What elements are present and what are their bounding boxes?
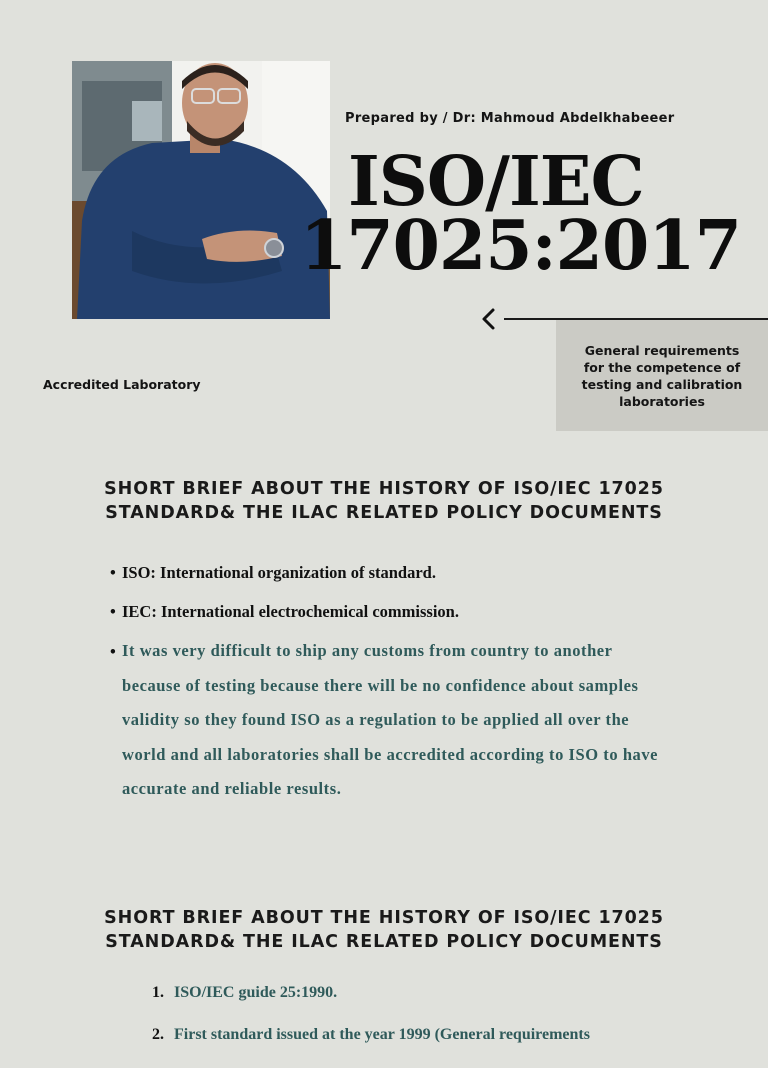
list-item [152, 1026, 590, 1044]
title-line-2: 17025:2017 [300, 206, 741, 286]
section-heading-2-line-2: STANDARD& THE ILAC RELATED POLICY DOCUMENTS [105, 932, 663, 952]
author-photo [72, 61, 330, 319]
document-title [300, 142, 741, 286]
item-text: ISO/IEC guide 25:1990. [174, 984, 338, 1001]
bullet-text: ISO: International organization of standard. [122, 563, 436, 582]
list-item [110, 602, 459, 622]
section-heading-1 [0, 477, 768, 525]
bullet-text: IEC: International electrochemical commission. [122, 602, 459, 621]
chevron-left-icon [478, 306, 500, 332]
prepared-by: Prepared by / Dr: Mahmoud Abdelkhabeeer [345, 111, 675, 126]
section-heading-1-line-1: SHORT BRIEF ABOUT THE HISTORY OF ISO/IEC 17025 [104, 479, 664, 499]
bullet-marker: • [110, 602, 116, 621]
bullet-marker: • [110, 642, 116, 661]
subtitle-text: General requirements for the competence of testing and calibration laboratories [581, 342, 743, 409]
bullet-marker: • [110, 563, 116, 582]
title-line-1: ISO/IEC [348, 142, 644, 222]
section-heading-2-line-1: SHORT BRIEF ABOUT THE HISTORY OF ISO/IEC 17025 [104, 908, 664, 928]
list-item [110, 563, 436, 583]
item-number: 1. [152, 984, 164, 1001]
list-item [152, 984, 590, 1002]
accredited-label: Accredited Laboratory [43, 377, 201, 392]
subtitle-box [556, 320, 768, 431]
list-item [110, 642, 670, 807]
bullet-text: It was very difficult to ship any customs from country to another because of testing because there will be no confidence about samples validity so they found ISO as a regulation to be applied all over the world and all laboratories shall be accredited according to ISO to have accurate and reliable results. [122, 641, 659, 798]
item-text: First standard issued at the year 1999 (General requirements [174, 1026, 590, 1043]
history-numbered-list [152, 984, 590, 1068]
section-heading-1-line-2: STANDARD& THE ILAC RELATED POLICY DOCUMENTS [105, 503, 663, 523]
section-heading-2 [0, 906, 768, 954]
item-number: 2. [152, 1026, 164, 1043]
